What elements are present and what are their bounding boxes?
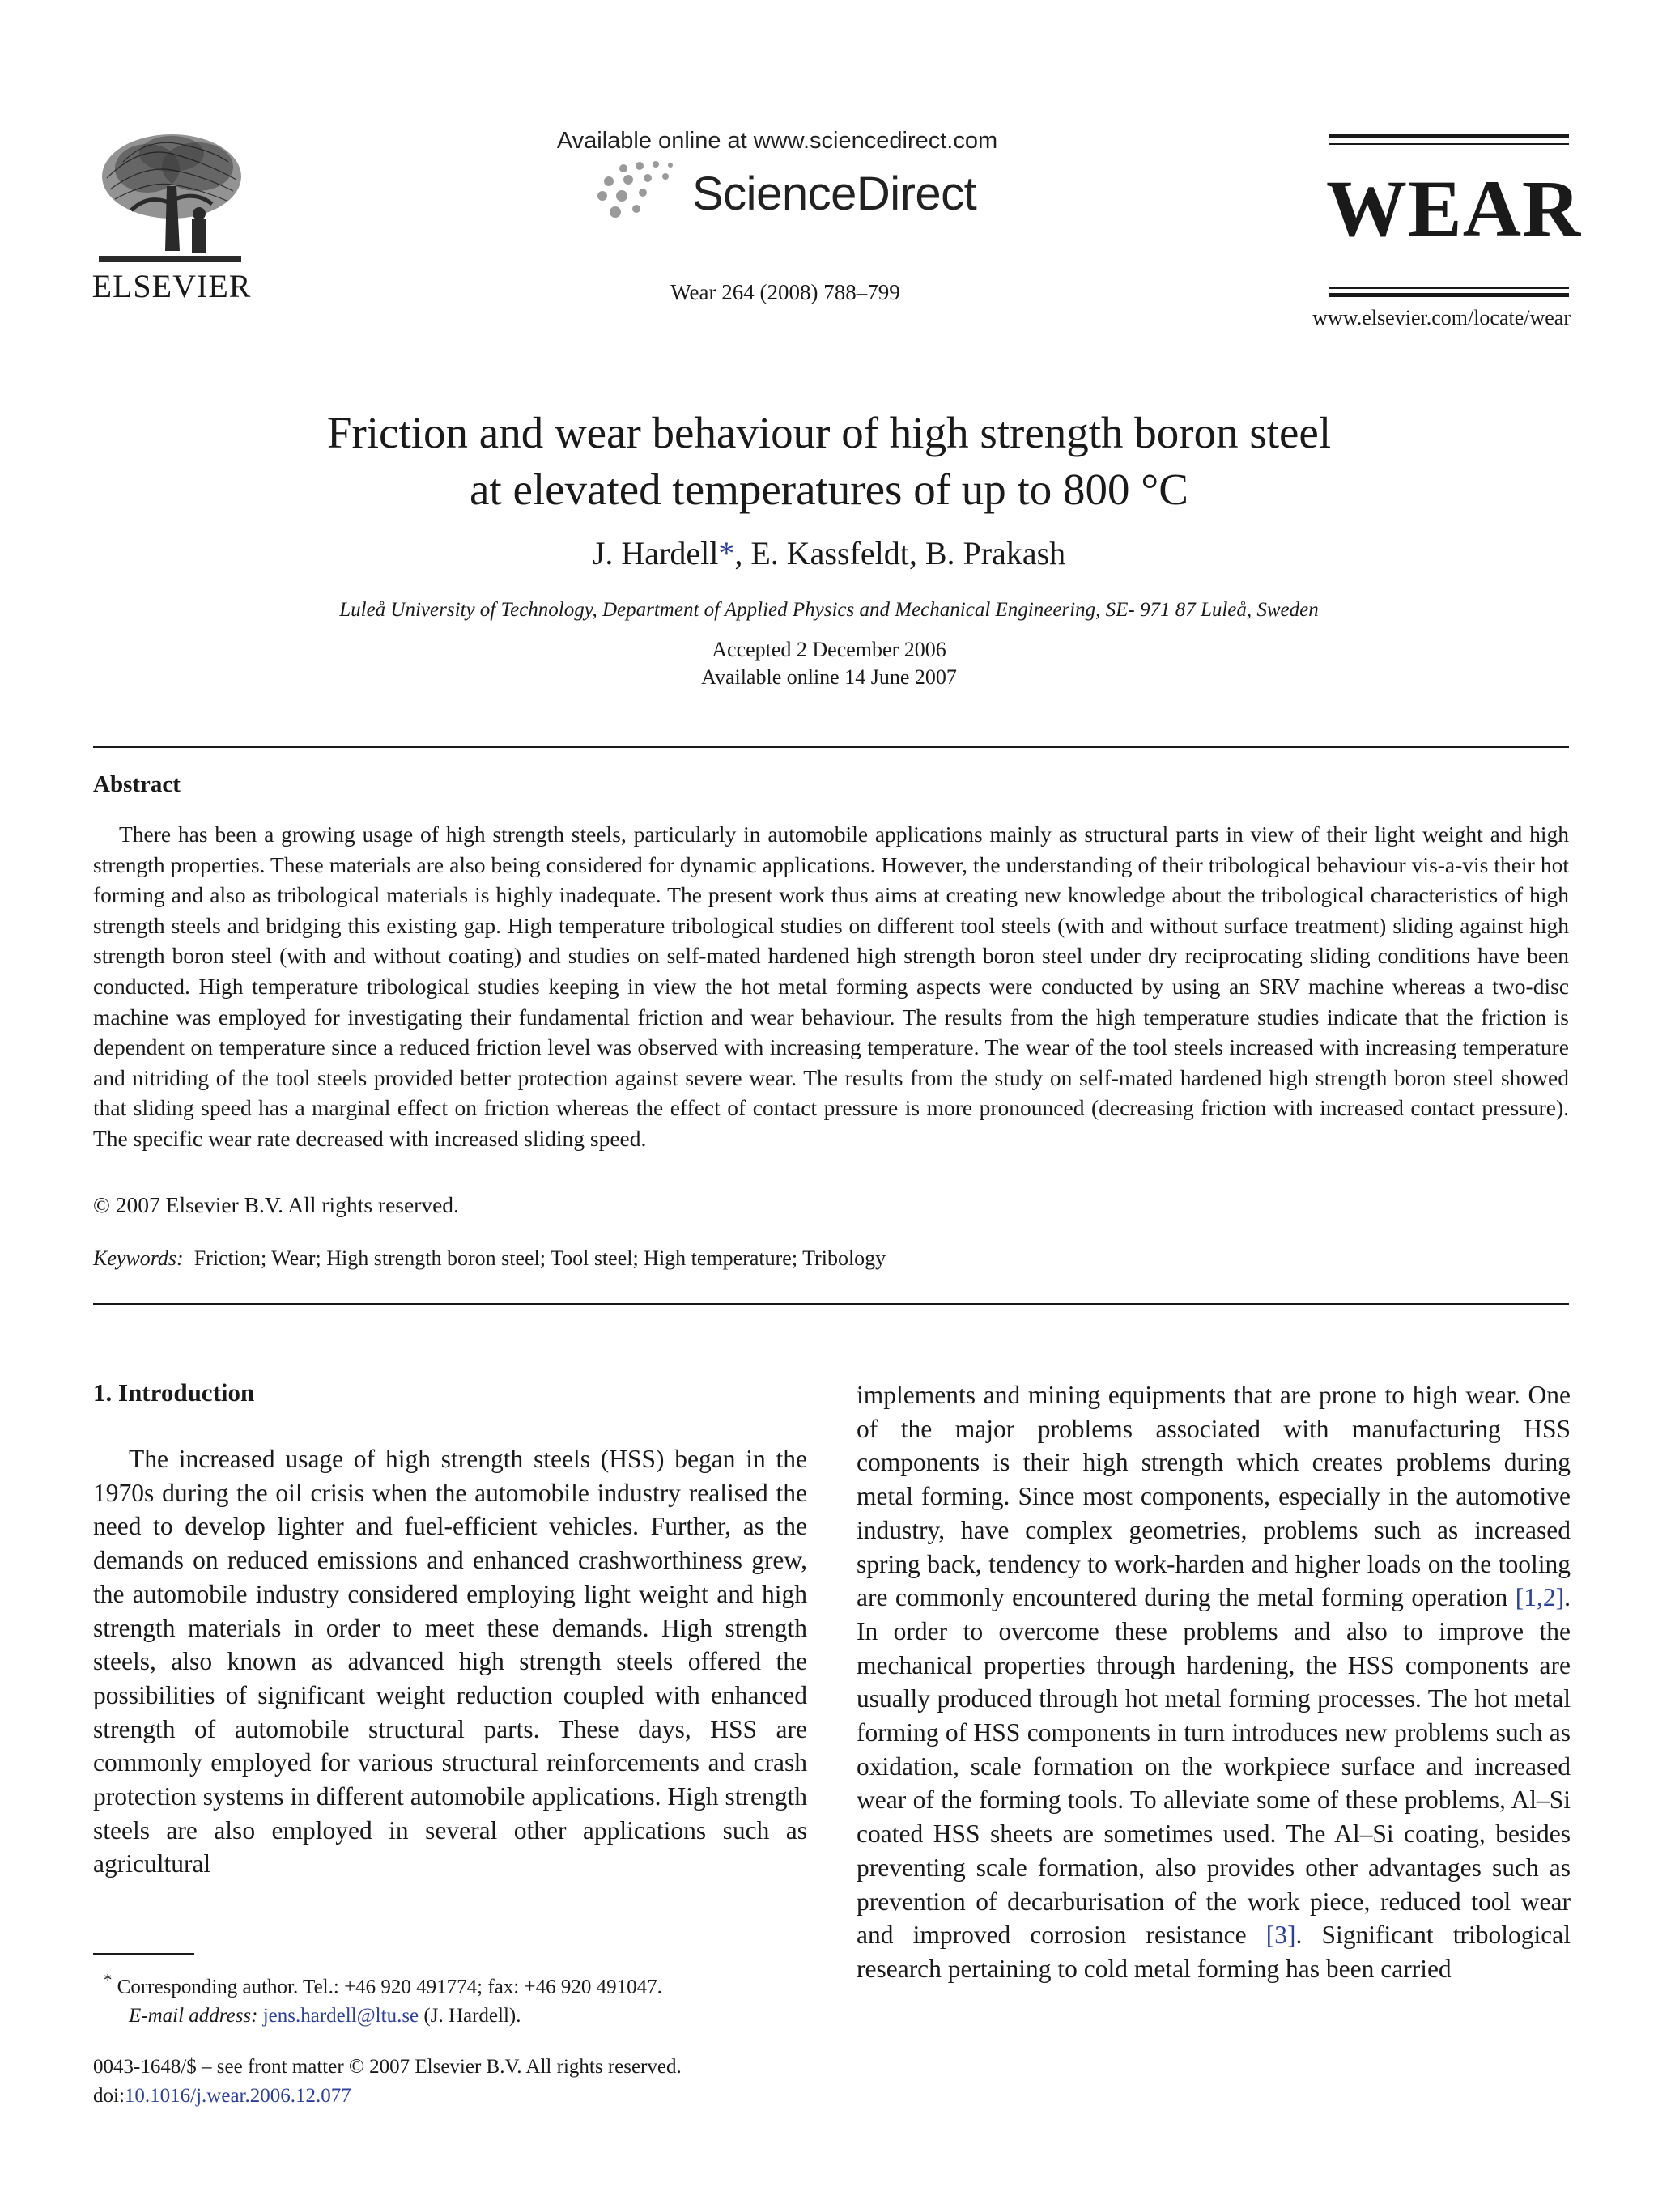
journal-rule	[1329, 293, 1569, 297]
online-date: Available online 14 June 2007	[701, 665, 957, 689]
author-corresponding: J. Hardell	[592, 535, 719, 571]
journal-rule	[1329, 287, 1569, 289]
article-title	[130, 405, 1528, 518]
keywords	[93, 1246, 1569, 1271]
journal-reference: Wear 264 (2008) 788–799	[670, 280, 900, 304]
body-text: implements and mining equipments that are prone to high wear. One of the major problems associated with manufacturing HSS components is their high strength which creates problems during metal forming. Since most components, especially in the automotive industry, have complex geometries, problems such as increased spring back, tendency to work-harden and higher loads on the tooling are commonly encountered during the metal forming operation	[857, 1381, 1571, 1612]
email-suffix: (J. Hardell).	[419, 2005, 521, 2027]
affiliation: Luleå University of Technology, Department of Applied Physics and Mechanical Engineering, SE- 971 87 Luleå, Sweden	[339, 599, 1319, 621]
abstract-heading: Abstract	[93, 771, 181, 797]
keywords-list: Friction; Wear; High strength boron steel; Tool steel; High temperature; Tribology	[193, 1246, 886, 1270]
front-matter	[93, 2053, 822, 2111]
journal-url[interactable]: www.elsevier.com/locate/wear	[1312, 306, 1571, 329]
footnote	[104, 1965, 832, 2031]
sciencedirect-dots-icon	[591, 160, 688, 227]
journal-rule	[1329, 143, 1569, 145]
citation-link[interactable]: [3]	[1265, 1921, 1296, 1950]
sciencedirect-wordmark: ScienceDirect	[692, 168, 977, 220]
abstract-top-rule	[93, 746, 1569, 748]
footnote-marker: *	[104, 1970, 113, 1989]
available-online-text: Available online at www.sciencedirect.com	[556, 128, 998, 154]
corresponding-author-marker[interactable]: *	[718, 535, 735, 571]
accepted-date: Accepted 2 December 2006	[712, 638, 946, 661]
body-column-right	[857, 1378, 1571, 1986]
doi-link[interactable]: 10.1016/j.wear.2006.12.077	[124, 2085, 351, 2107]
journal-rule	[1329, 134, 1569, 138]
footnote-text: Corresponding author. Tel.: +46 920 491774; fax: +46 920 491047.	[112, 1976, 662, 1998]
author-list	[130, 534, 1528, 572]
section-heading-introduction: 1. Introduction	[93, 1378, 255, 1407]
citation-link[interactable]: [1,2]	[1515, 1583, 1565, 1612]
email-link[interactable]: jens.hardell@ltu.se	[262, 2005, 419, 2027]
elsevier-wordmark: ELSEVIER	[91, 268, 252, 304]
doi-label: doi:	[93, 2085, 125, 2107]
footnote-rule	[93, 1953, 194, 1955]
body-text: . In order to overcome these problems and also to improve the mechanical properties through hardening, the HSS components are usually produced through hot metal forming processes. The hot metal forming of HSS components in turn introduces new problems such as oxidation, scale formation on the workpiece surface and increased wear of the forming tools. To alleviate some of these problems, Al–Si coated HSS sheets are sometimes used. The Al–Si coating, besides preventing scale formation, also provides other advantages such as prevention of decarburisation of the work piece, reduced tool wear and improved corrosion resistance	[857, 1583, 1571, 1950]
article-dates	[130, 636, 1528, 691]
email-label: E-mail address:	[129, 2005, 258, 2027]
abstract-copyright: © 2007 Elsevier B.V. All rights reserved.	[93, 1192, 459, 1217]
keywords-label: Keywords:	[93, 1246, 184, 1270]
journal-name: WEAR	[1326, 163, 1582, 253]
body-column-left: The increased usage of high strength steels (HSS) began in the 1970s during the oil crisis when the automobile industry realised the need to develop lighter and fuel-efficient vehicles. Further, as the demands on reduced emissions and enhanced crashworthiness grew, the automobile industry considered employing light weight and high strength materials in order to meet these demands. High strength steels, also known as advanced high strength steels offered the possibilities of significant weight reduction coupled with enhanced strength of automobile structural parts. These days, HSS are commonly employed for various structural reinforcements and crash protection systems in different automobile applications. High strength steels are also employed in several other applications such as agricultural	[93, 1445, 807, 1879]
body-text: . Significant tribological research pertaining to cold metal forming has been carried	[857, 1921, 1571, 1983]
title-line-1: Friction and wear behaviour of high strength boron steel	[326, 408, 1332, 457]
abstract-bottom-rule	[93, 1303, 1569, 1305]
sciencedirect-logo	[591, 160, 980, 227]
abstract-text: There has been a growing usage of high strength steels, particularly in automobile applications mainly as structural parts in view of their light weight and high strength properties. These materials are also being considered for dynamic applications. However, the understanding of their tribological behaviour vis-a-vis their hot forming and also as tribological materials is highly inadequate. The present work thus aims at creating new knowledge about the tribological characteristics of high strength steels and bridging this existing gap. High temperature tribological studies on different tool steels (with and without surface treatment) sliding against high strength boron steel (with and without coating) and studies on self-mated hardened high strength boron steel under dry reciprocating sliding conditions have been conducted. High temperature tribological studies keeping in view the hot metal forming aspects were conducted by using an SRV machine whereas a two-disc machine was employed for investigating their fundamental friction and wear behaviour. The results from the high temperature studies indicate that the friction is dependent on temperature since a reduced friction level was observed with increasing temperature. The wear of the tool steels increased with increasing temperature and nitriding of the tool steels provided better protection against severe wear. The results from the study on self-mated hardened high strength boron steel showed that sliding speed has a marginal effect on friction whereas the effect of contact pressure is more pronounced (decreasing friction with increased contact pressure). The specific wear rate decreased with increased sliding speed.	[93, 822, 1569, 1151]
title-line-2: at elevated temperatures of up to 800 °C	[470, 465, 1188, 514]
author-others: , E. Kassfeldt, B. Prakash	[734, 535, 1066, 571]
issn-line: 0043-1648/$ – see front matter © 2007 Elsevier B.V. All rights reserved.	[93, 2056, 682, 2078]
